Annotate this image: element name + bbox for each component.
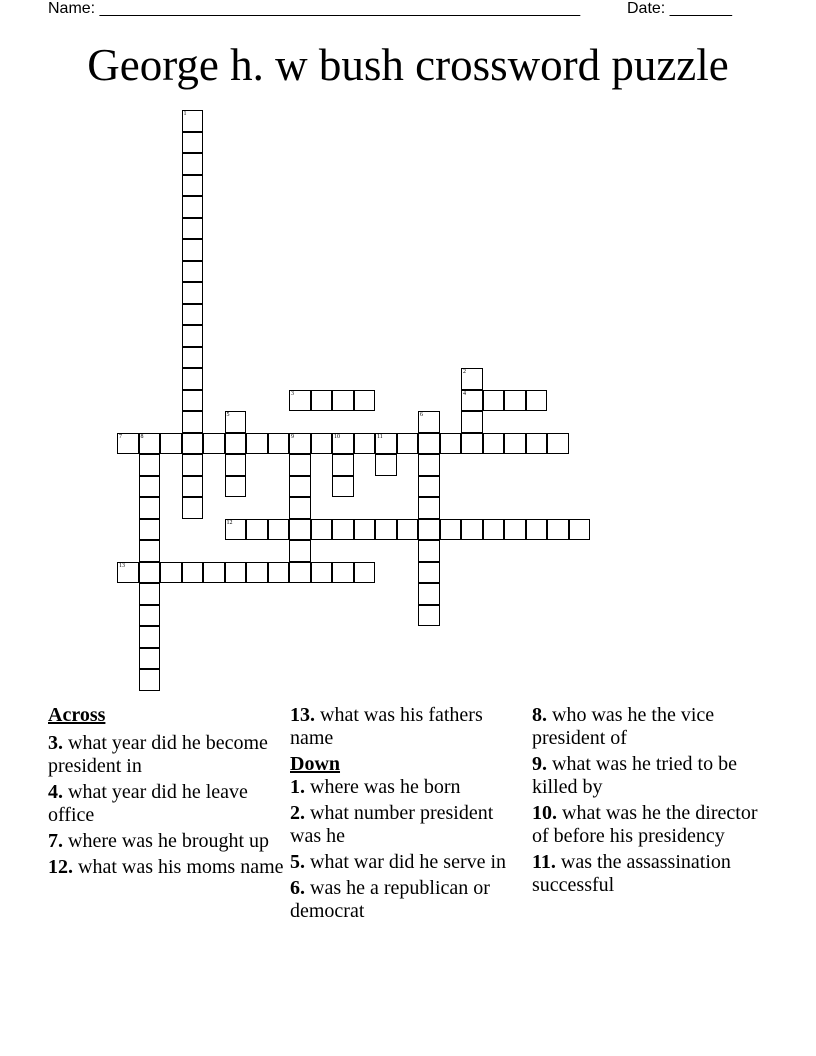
grid-cell[interactable] <box>440 519 462 541</box>
page-title: George h. w bush crossword puzzle <box>87 40 729 90</box>
clue-number: 6. <box>290 877 305 899</box>
clue-text: who was he the vice president of <box>532 704 715 749</box>
grid-cell[interactable] <box>483 390 505 412</box>
grid-cell[interactable] <box>526 519 548 541</box>
grid-cell[interactable] <box>225 519 247 541</box>
clue-text: what was his moms name <box>73 856 284 878</box>
grid-cell[interactable] <box>225 411 247 433</box>
grid-cell[interactable] <box>225 454 247 476</box>
clue-number: 13. <box>290 704 315 726</box>
grid-cell[interactable] <box>311 433 333 455</box>
grid-cell[interactable] <box>268 562 290 584</box>
grid-cell[interactable] <box>182 390 204 412</box>
grid-cell[interactable] <box>418 454 440 476</box>
grid-cell[interactable] <box>182 196 204 218</box>
clue-column-1 <box>48 704 284 882</box>
grid-cell[interactable] <box>375 519 397 541</box>
name-field-label: Name: ______________________________________________________ <box>48 0 581 17</box>
grid-cell[interactable] <box>289 519 311 541</box>
grid-cell[interactable] <box>182 347 204 369</box>
grid-cell[interactable] <box>139 669 161 691</box>
clue-number: 12. <box>48 856 73 878</box>
clue-number-label: 11 <box>377 433 383 440</box>
grid-cell[interactable] <box>268 519 290 541</box>
grid-cell[interactable] <box>289 497 311 519</box>
clue-number: 10. <box>532 802 557 824</box>
clue-across-3 <box>48 732 284 778</box>
clue-number-label: 13 <box>119 562 125 569</box>
grid-cell[interactable] <box>203 562 225 584</box>
grid-cell[interactable] <box>332 476 354 498</box>
grid-cell[interactable] <box>139 648 161 670</box>
grid-cell[interactable] <box>418 433 440 455</box>
clue-number-label: 4 <box>463 390 466 397</box>
grid-cell[interactable] <box>182 433 204 455</box>
grid-cell[interactable] <box>182 325 204 347</box>
grid-cell[interactable] <box>418 605 440 627</box>
grid-cell[interactable] <box>461 433 483 455</box>
clue-number: 1. <box>290 776 305 798</box>
grid-cell[interactable] <box>418 497 440 519</box>
grid-cell[interactable] <box>332 454 354 476</box>
grid-cell[interactable] <box>397 519 419 541</box>
clue-number: 8. <box>532 704 547 726</box>
grid-cell[interactable] <box>461 411 483 433</box>
grid-cell[interactable] <box>354 519 376 541</box>
grid-cell[interactable] <box>203 433 225 455</box>
grid-cell[interactable] <box>160 433 182 455</box>
grid-cell[interactable] <box>139 605 161 627</box>
grid-cell[interactable] <box>182 497 204 519</box>
grid-cell[interactable] <box>182 282 204 304</box>
clue-number: 4. <box>48 781 63 803</box>
grid-cell[interactable] <box>182 110 204 132</box>
grid-cell[interactable] <box>504 433 526 455</box>
clue-across-4 <box>48 781 284 827</box>
clue-text: where was he born <box>305 776 461 798</box>
clue-down-1 <box>290 776 526 799</box>
clue-text: what number president was he <box>290 802 494 847</box>
grid-cell[interactable] <box>139 583 161 605</box>
clue-text: what was his fathers name <box>290 704 483 749</box>
clue-text: where was he brought up <box>63 830 270 852</box>
grid-cell[interactable] <box>289 562 311 584</box>
clue-number-label: 12 <box>226 519 233 526</box>
grid-cell[interactable] <box>547 433 569 455</box>
grid-cell[interactable] <box>246 433 268 455</box>
clue-down-8 <box>532 704 768 750</box>
clue-column-3 <box>532 704 768 900</box>
clue-down-2 <box>290 802 526 848</box>
grid-cell[interactable] <box>354 433 376 455</box>
grid-cell[interactable] <box>504 390 526 412</box>
grid-cell[interactable] <box>139 540 161 562</box>
grid-cell[interactable] <box>139 562 161 584</box>
grid-cell[interactable] <box>332 433 354 455</box>
clue-number: 11. <box>532 851 556 873</box>
grid-cell[interactable] <box>139 433 161 455</box>
grid-cell[interactable] <box>139 476 161 498</box>
grid-cell[interactable] <box>332 519 354 541</box>
grid-cell[interactable] <box>289 476 311 498</box>
grid-cell[interactable] <box>182 562 204 584</box>
clue-down-6 <box>290 877 526 923</box>
grid-cell[interactable] <box>418 519 440 541</box>
grid-cell[interactable] <box>440 433 462 455</box>
grid-cell[interactable] <box>289 454 311 476</box>
clue-down-5 <box>290 851 526 874</box>
grid-cell[interactable] <box>182 175 204 197</box>
date-field-label: Date: _______ <box>627 0 732 17</box>
grid-cell[interactable] <box>182 261 204 283</box>
clue-number: 2. <box>290 802 305 824</box>
grid-cell[interactable] <box>332 562 354 584</box>
clue-number-label: 5 <box>226 412 230 418</box>
grid-cell[interactable] <box>483 519 505 541</box>
across-heading: Across <box>48 704 106 726</box>
clue-down-9 <box>532 753 768 799</box>
grid-cell[interactable] <box>354 562 376 584</box>
grid-cell[interactable] <box>418 411 440 433</box>
clue-text: what year did he leave office <box>48 781 248 826</box>
grid-cell[interactable] <box>289 390 311 412</box>
clue-number-label: 1 <box>183 111 187 117</box>
grid-cell[interactable] <box>117 433 139 455</box>
clue-number-label: 10 <box>334 433 340 440</box>
grid-cell[interactable] <box>375 433 397 455</box>
clue-text: was the assassination successful <box>532 851 731 896</box>
grid-cell[interactable] <box>289 433 311 455</box>
clue-text: was he a republican or democrat <box>290 877 490 922</box>
clue-number: 9. <box>532 753 547 775</box>
grid-cell[interactable] <box>418 540 440 562</box>
grid-cell[interactable] <box>547 519 569 541</box>
grid-cell[interactable] <box>117 562 139 584</box>
grid-cell[interactable] <box>182 476 204 498</box>
clue-text: what year did he become president in <box>48 732 268 777</box>
grid-cell[interactable] <box>332 390 354 412</box>
grid-cell[interactable] <box>160 562 182 584</box>
grid-cell[interactable] <box>139 626 161 648</box>
clue-text: what was he tried to be killed by <box>532 753 737 798</box>
grid-cell[interactable] <box>139 454 161 476</box>
grid-cell[interactable] <box>483 433 505 455</box>
clue-column-2 <box>290 704 526 926</box>
grid-cell[interactable] <box>418 476 440 498</box>
grid-cell[interactable] <box>418 562 440 584</box>
grid-cell[interactable] <box>268 433 290 455</box>
grid-cell[interactable] <box>182 368 204 390</box>
grid-cell[interactable] <box>182 153 204 175</box>
clue-number: 5. <box>290 851 305 873</box>
clue-text: what was he the director of before his presidency <box>532 802 758 847</box>
grid-cell[interactable] <box>569 519 591 541</box>
clue-number: 3. <box>48 732 63 754</box>
clue-number-label: 6 <box>420 412 423 418</box>
clue-number-label: 3 <box>291 390 294 397</box>
grid-cell[interactable] <box>182 304 204 326</box>
grid-cell[interactable] <box>182 132 204 154</box>
grid-cell[interactable] <box>461 519 483 541</box>
clue-across-7 <box>48 830 284 853</box>
grid-cell[interactable] <box>225 562 247 584</box>
clue-text: what war did he serve in <box>305 851 507 873</box>
clue-down-11 <box>532 851 768 897</box>
down-heading: Down <box>290 753 341 775</box>
clue-down-10 <box>532 802 768 848</box>
clue-across-13 <box>290 704 526 750</box>
grid-cell[interactable] <box>354 390 376 412</box>
grid-cell[interactable] <box>375 454 397 476</box>
grid-cell[interactable] <box>246 519 268 541</box>
clue-number: 7. <box>48 830 63 852</box>
grid-cell[interactable] <box>311 390 333 412</box>
grid-cell[interactable] <box>311 519 333 541</box>
grid-cell[interactable] <box>397 433 419 455</box>
grid-cell[interactable] <box>311 562 333 584</box>
grid-cell[interactable] <box>418 583 440 605</box>
clue-number-label: 9 <box>291 433 294 440</box>
grid-cell[interactable] <box>139 519 161 541</box>
grid-cell[interactable] <box>526 433 548 455</box>
grid-cell[interactable] <box>225 476 247 498</box>
clue-number-label: 2 <box>463 369 466 375</box>
grid-cell[interactable] <box>461 390 483 412</box>
clue-number-label: 7 <box>119 433 122 440</box>
grid-cell[interactable] <box>504 519 526 541</box>
clue-across-12 <box>48 856 284 879</box>
grid-cell[interactable] <box>182 454 204 476</box>
grid-cell[interactable] <box>139 497 161 519</box>
grid-cell[interactable] <box>246 562 268 584</box>
grid-cell[interactable] <box>225 433 247 455</box>
grid-cell[interactable] <box>289 540 311 562</box>
grid-cell[interactable] <box>526 390 548 412</box>
clue-number-label: 8 <box>140 433 144 440</box>
grid-cell[interactable] <box>461 368 483 390</box>
grid-cell[interactable] <box>182 411 204 433</box>
grid-cell[interactable] <box>182 218 204 240</box>
grid-cell[interactable] <box>182 239 204 261</box>
